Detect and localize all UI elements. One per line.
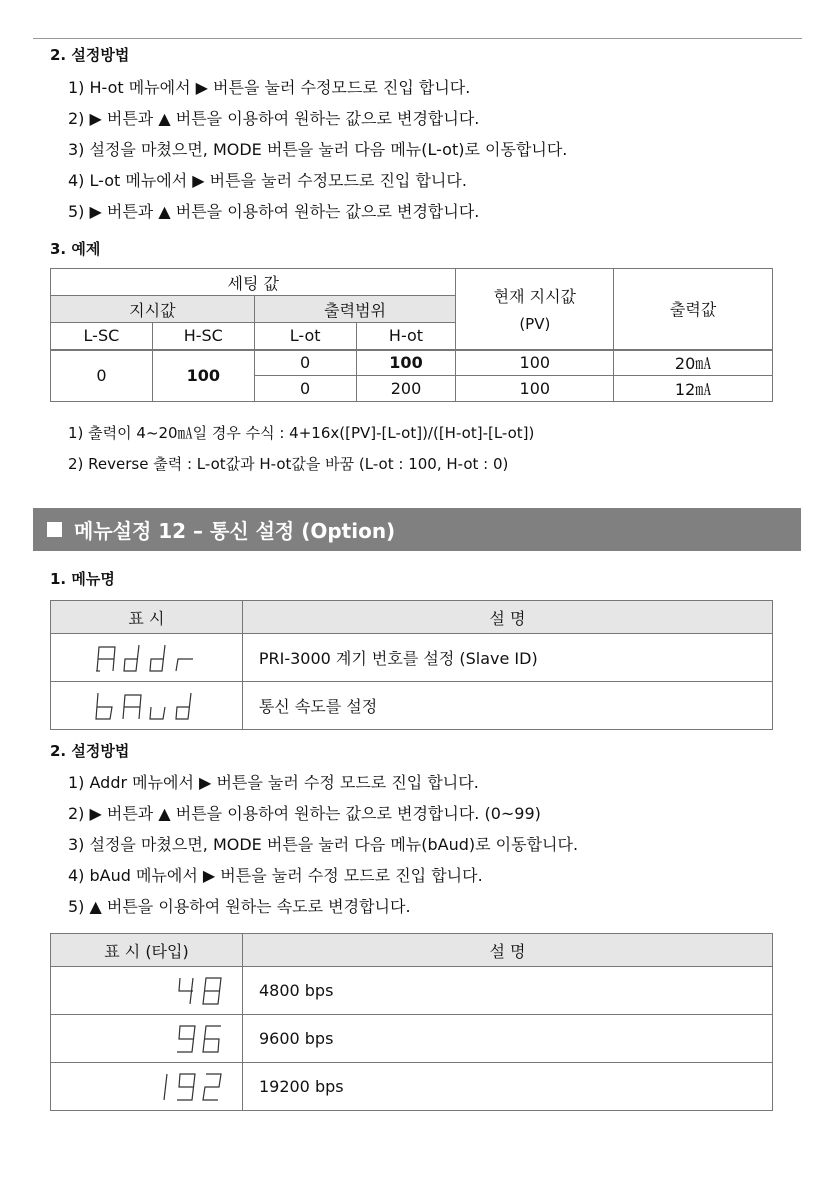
step-item: 1) Addr 메뉴에서 ▶ 버튼을 눌러 수정 모드로 진입 합니다. <box>68 773 479 792</box>
col-lot: L-ot <box>254 323 356 350</box>
example-notes <box>68 418 534 480</box>
current-label: 현재 지시값 <box>493 287 576 307</box>
step-item: 5) ▶ 버튼과 ▲ 버튼을 이용하여 원하는 값으로 변경합니다. <box>68 202 480 221</box>
baud-desc: 19200 bps <box>242 1063 772 1111</box>
step-item: 4) bAud 메뉴에서 ▶ 버튼을 눌러 수정 모드로 진입 합니다. <box>68 866 483 885</box>
col-hot: H-ot <box>356 323 456 350</box>
pv-value: 100 <box>456 350 614 376</box>
menu-table <box>50 600 773 730</box>
col-hsc: H-SC <box>152 323 254 350</box>
step-item: 3) 설정을 마쳤으면, MODE 버튼을 눌러 다음 메뉴(L-ot)로 이동합니다. <box>68 140 568 159</box>
example-table <box>50 268 773 402</box>
seg-96-icon <box>61 1022 231 1056</box>
output-value: 20㎃ <box>614 350 773 376</box>
section-heading-example: 3. 예제 <box>50 240 101 258</box>
step-item: 2) ▶ 버튼과 ▲ 버튼을 이용하여 원하는 값으로 변경합니다. (0~99) <box>68 804 541 823</box>
menu-desc: PRI-3000 계기 번호를 설정 (Slave ID) <box>242 634 772 682</box>
pv-label: (PV) <box>519 315 551 334</box>
seg-192-icon <box>61 1070 231 1104</box>
output-range-header: 출력범위 <box>254 296 456 323</box>
output-value: 12㎃ <box>614 376 773 402</box>
output-header: 출력값 <box>614 269 773 350</box>
col-display-type-header: 표 시 (타입) <box>51 934 243 967</box>
segment-display-96 <box>51 1015 243 1063</box>
segment-display-baud <box>51 682 243 730</box>
col-desc-header: 설 명 <box>242 601 772 634</box>
setting-steps-list <box>68 72 567 227</box>
step-item: 1) H-ot 메뉴에서 ▶ 버튼을 눌러 수정모드로 진입 합니다. <box>68 78 471 97</box>
lsc-value: 0 <box>51 350 153 402</box>
section-heading-menu-name: 1. 메뉴명 <box>50 570 115 588</box>
section-heading-setting-method-2: 2. 설정방법 <box>50 742 130 760</box>
banner-title: 메뉴설정 12 – 통신 설정 (Option) <box>74 519 396 543</box>
baud-table <box>50 933 773 1111</box>
col-desc-header: 설 명 <box>242 934 772 967</box>
step-item: 5) ▲ 버튼을 이용하여 원하는 속도로 변경합니다. <box>68 897 411 916</box>
segment-display-192 <box>51 1063 243 1111</box>
col-display-header: 표 시 <box>51 601 243 634</box>
top-divider <box>33 38 802 39</box>
hot-value: 100 <box>356 350 456 376</box>
step-item: 2) ▶ 버튼과 ▲ 버튼을 이용하여 원하는 값으로 변경합니다. <box>68 109 480 128</box>
hot-value: 200 <box>356 376 456 402</box>
pv-value: 100 <box>456 376 614 402</box>
lot-value: 0 <box>254 350 356 376</box>
seg-baud-icon <box>91 689 201 723</box>
note-item: 1) 출력이 4~20㎃일 경우 수식 : 4+16x([PV]-[L-ot])/([H-ot]-[L-ot]) <box>68 424 535 442</box>
seg-48-icon <box>61 974 231 1008</box>
baud-desc: 9600 bps <box>242 1015 772 1063</box>
step-item: 3) 설정을 마쳤으면, MODE 버튼을 눌러 다음 메뉴(bAud)로 이동합니다. <box>68 835 579 854</box>
seg-addr-icon <box>91 641 201 675</box>
baud-desc: 4800 bps <box>242 967 772 1015</box>
section-banner <box>33 508 801 551</box>
segment-display-addr <box>51 634 243 682</box>
segment-display-48 <box>51 967 243 1015</box>
square-bullet-icon <box>47 522 62 537</box>
menu-desc: 통신 속도를 설정 <box>242 682 772 730</box>
step-item: 4) L-ot 메뉴에서 ▶ 버튼을 눌러 수정모드로 진입 합니다. <box>68 171 467 190</box>
section-heading-setting-method: 2. 설정방법 <box>50 46 130 64</box>
current-pv-header <box>456 269 614 350</box>
hsc-value: 100 <box>152 350 254 402</box>
note-item: 2) Reverse 출력 : L-ot값과 H-ot값을 바꿈 (L-ot : 100, H-ot : 0) <box>68 455 509 473</box>
comm-steps-list <box>68 767 578 922</box>
col-lsc: L-SC <box>51 323 153 350</box>
indicator-header: 지시값 <box>51 296 255 323</box>
setting-header: 세팅 값 <box>51 269 456 296</box>
lot-value: 0 <box>254 376 356 402</box>
